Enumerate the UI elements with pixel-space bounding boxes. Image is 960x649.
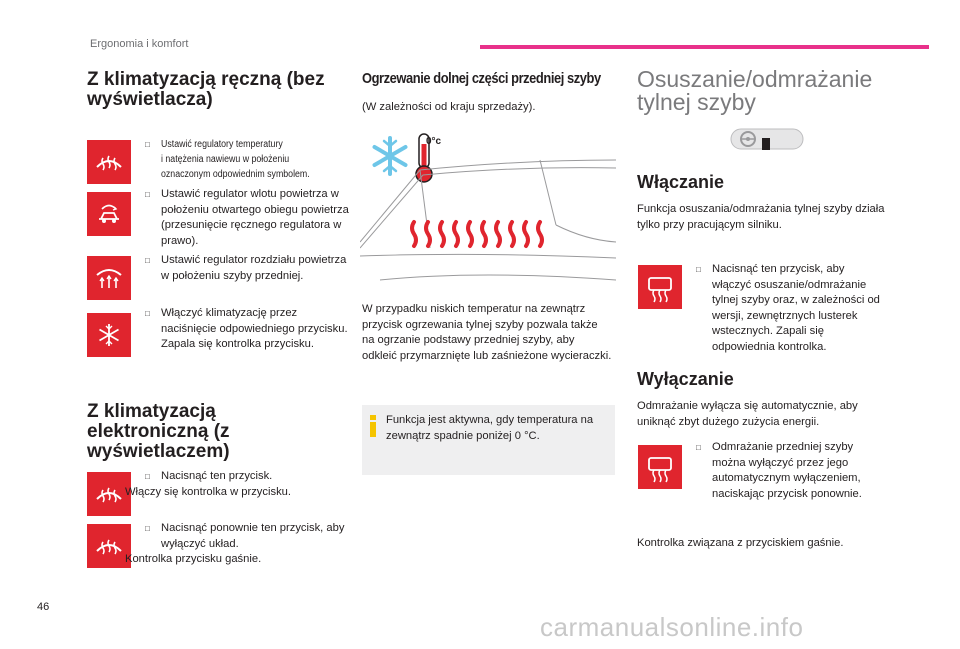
heading-manual-ac: Z klimatyzacją ręczną (bez wyświetlacza) xyxy=(87,69,325,110)
info-text: Funkcja jest aktywna, gdy temperatura na zewnątrz spadnie poniżej 0 °C. xyxy=(386,414,594,442)
page-number: 46 xyxy=(37,601,50,613)
bullet-marker: □ xyxy=(145,524,150,533)
recirculation-off-icon xyxy=(92,197,126,231)
subheading-on: Włączanie xyxy=(637,172,725,192)
auto-step-2-text: Nacisnąć ponownie ten przycisk, aby wyłączyć układ. xyxy=(161,522,345,550)
bullet-marker: □ xyxy=(145,190,150,199)
step-1-text-line: oznaczonym odpowiednim symbolem. xyxy=(161,169,310,180)
auto-step-1-text: Nacisnąć ten przycisk. xyxy=(161,470,273,482)
heading-rear-demist: Osuszanie/odmrażanie tylnej szyby xyxy=(637,66,873,115)
snowflake-icon xyxy=(375,138,406,174)
step-2-text: Ustawić regulator wlotu powietrza w położeniu otwartego obiegu powietrza (przesunięcie ręcznego regulatora w prawo). xyxy=(161,188,349,247)
off-step xyxy=(696,440,886,502)
ac-button-icon xyxy=(87,313,131,357)
off-text: Odmrażanie wyłącza się automatycznie, aby uniknąć zbyt dużego zużycia energii. xyxy=(637,400,858,428)
temperature-label: 0°c xyxy=(426,136,442,147)
auto-step-2 xyxy=(125,521,355,568)
step-2 xyxy=(145,187,355,249)
rear-demist-button-icon xyxy=(638,265,682,309)
bullet-marker: □ xyxy=(145,472,150,481)
auto-step-1 xyxy=(125,469,355,500)
ac-snowflake-icon xyxy=(92,318,126,352)
windscreen-heating-body: W przypadku niskich temperatur na zewnątrz przycisk ogrzewania tylnej szyby pozwala także na ogrzanie podstawy przedniej szyby, aby odkleić przymarznięte lub zaśnieżone wycieraczki. xyxy=(362,303,612,362)
bullet-marker: □ xyxy=(696,443,701,452)
heading-windscreen-heating: Ogrzewanie dolnej części przedniej szyby xyxy=(362,70,601,87)
watermark: carmanualsonline.info xyxy=(540,612,804,642)
auto-step-1-note: Włączy się kontrolka w przycisku. xyxy=(125,485,291,498)
front-demist-button-icon xyxy=(87,140,131,184)
step-1 xyxy=(145,137,355,182)
bullet-marker: □ xyxy=(145,256,150,265)
chapter-accent-bar xyxy=(480,45,929,49)
on-step xyxy=(696,262,886,355)
on-step-text: Nacisnąć ten przycisk, aby włączyć osuszanie/odmrażanie tylnej szyby oraz, w zależności od wersji, zewnętrznych lusterek wstecznych. Zapali się odpowiednia kontrolka. xyxy=(712,263,880,353)
auto-step-2-note: Kontrolka przycisku gaśnie. xyxy=(125,553,262,565)
recirculation-button-icon xyxy=(87,192,131,236)
rear-demist-icon xyxy=(643,270,677,304)
heading-electronic-ac: Z klimatyzacją elektroniczną (z wyświetlaczem) xyxy=(87,401,230,462)
info-icon xyxy=(370,415,376,437)
windscreen-airflow-button-icon xyxy=(87,256,131,300)
closing-text: Kontrolka związana z przyciskiem gaśnie. xyxy=(637,537,844,549)
chapter-title: Ergonomia i komfort xyxy=(90,38,189,50)
rear-demist-icon xyxy=(643,450,677,484)
windscreen-airflow-icon xyxy=(92,261,126,295)
front-demist-icon xyxy=(92,477,126,511)
step-1-text-line: i natężenia nawiewu w położeniu xyxy=(161,154,290,165)
front-demist-icon xyxy=(92,145,126,179)
bullet-marker: □ xyxy=(696,265,701,274)
step-1-text-line: Ustawić regulatory temperatury xyxy=(161,139,283,150)
front-demist-icon xyxy=(92,529,126,563)
step-3-text: Ustawić regulator rozdziału powietrza w położeniu szyby przedniej. xyxy=(161,254,347,282)
rear-demist-button-icon xyxy=(638,445,682,489)
instrument-panel-illustration xyxy=(730,128,804,152)
info-box xyxy=(362,405,615,475)
bullet-marker: □ xyxy=(145,309,150,318)
subtitle-country: (W zależności od kraju sprzedaży). xyxy=(362,101,536,113)
step-3 xyxy=(145,253,355,284)
subheading-off: Wyłączanie xyxy=(637,369,734,389)
off-step-text: Odmrażanie przedniej szyby można wyłączyć przez jego automatycznym wyłączeniem, naciskając przycisk ponownie. xyxy=(712,441,862,500)
step-4-text: Włączyć klimatyzację przez naciśnięcie odpowiedniego przycisku. Zapala się kontrolka przycisku. xyxy=(161,307,348,350)
step-4 xyxy=(145,306,355,353)
bullet-marker: □ xyxy=(145,140,150,149)
on-text: Funkcja osuszania/odmrażania tylnej szyby działa tylko przy pracującym silniku. xyxy=(637,203,885,231)
windscreen-heating-illustration xyxy=(360,130,616,293)
